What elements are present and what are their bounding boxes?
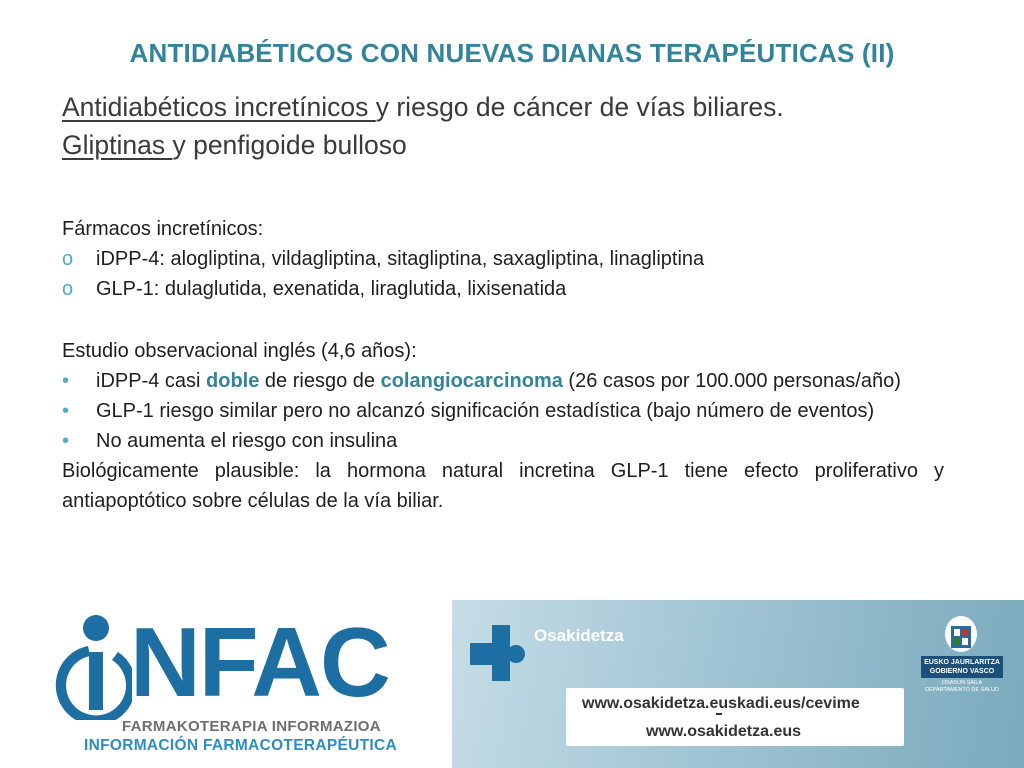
drug-item-glp1 [62,274,944,304]
highlight-doble: doble [206,370,260,392]
osakidetza-url-link[interactable]: www.osakidetza.eus [646,723,802,740]
incretin-link[interactable]: Antidiabéticos incretínicos [62,92,376,122]
slide-subtitle [62,88,962,164]
circle-bullet-icon: o [62,278,74,300]
cevime-url-link[interactable]: www.osakidetza.euskadi.eus/cevime [582,695,860,712]
infac-logo: NFAC [130,607,389,717]
study-item-idpp4 [62,366,944,396]
drug-item-text: GLP-1: dulaglutida, exenatida, liraglutida, lixisenatida [96,278,567,300]
slide-body [62,214,944,516]
subtitle-line-1-text: y riesgo de cáncer de vías biliares. [375,92,784,122]
infac-tagline-basque: FARMAKOTERAPIA INFORMAZIOA [122,718,381,735]
circle-bullet-icon: o [62,248,74,270]
highlight-colangiocarcinoma: colangiocarcinoma [380,370,563,392]
study-text: iDPP-4 casi [96,370,207,392]
subtitle-line-1 [62,88,962,126]
dot-bullet-icon: • [62,370,70,392]
drugs-heading: Fármacos incretínicos: [62,218,264,240]
slide-title: ANTIDIABÉTICOS CON NUEVAS DIANAS TERAPÉUTICAS (II) [129,38,895,68]
study-text: GLP-1 riesgo similar pero no alcanzó significación estadística (bajo número de eventos) [96,400,875,422]
study-item-glp1 [62,396,944,426]
basque-government-name: EUSKO JAURLARITZA GOBIERNO VASCO [921,656,1003,678]
osakidetza-name: Osakidetza [534,626,624,645]
study-text: No aumenta el riesgo con insulina [96,430,398,452]
study-text: (26 casos por 100.000 personas/año) [562,370,901,392]
infac-tagline-spanish: INFORMACIÓN FARMACOTERAPÉUTICA [84,737,397,754]
drug-item-idpp4 [62,244,944,274]
drug-item-text: iDPP-4: alogliptina, vildagliptina, sitagliptina, saxagliptina, linagliptina [96,248,705,270]
dot-bullet-icon: • [62,400,70,422]
dot-bullet-icon: • [62,430,70,452]
health-department-name: OSASUN SAILA DEPARTAMENTO DE SALUD [925,680,999,693]
study-heading: Estudio observacional inglés (4,6 años): [62,340,417,362]
osakidetza-cross-icon [470,625,526,681]
subtitle-line-2 [62,126,962,164]
gliptinas-link[interactable]: Gliptinas [62,130,173,160]
conclusion: Biológicamente plausible: la hormona natural incretina GLP-1 tiene efecto proliferativo y antiapoptótico sobre células de la vía biliar. [62,460,944,512]
study-item-insulin [62,426,944,456]
subtitle-line-2-text: y penfigoide bulloso [172,130,407,160]
url-separator [716,713,722,715]
study-text: de riesgo de [259,370,381,392]
